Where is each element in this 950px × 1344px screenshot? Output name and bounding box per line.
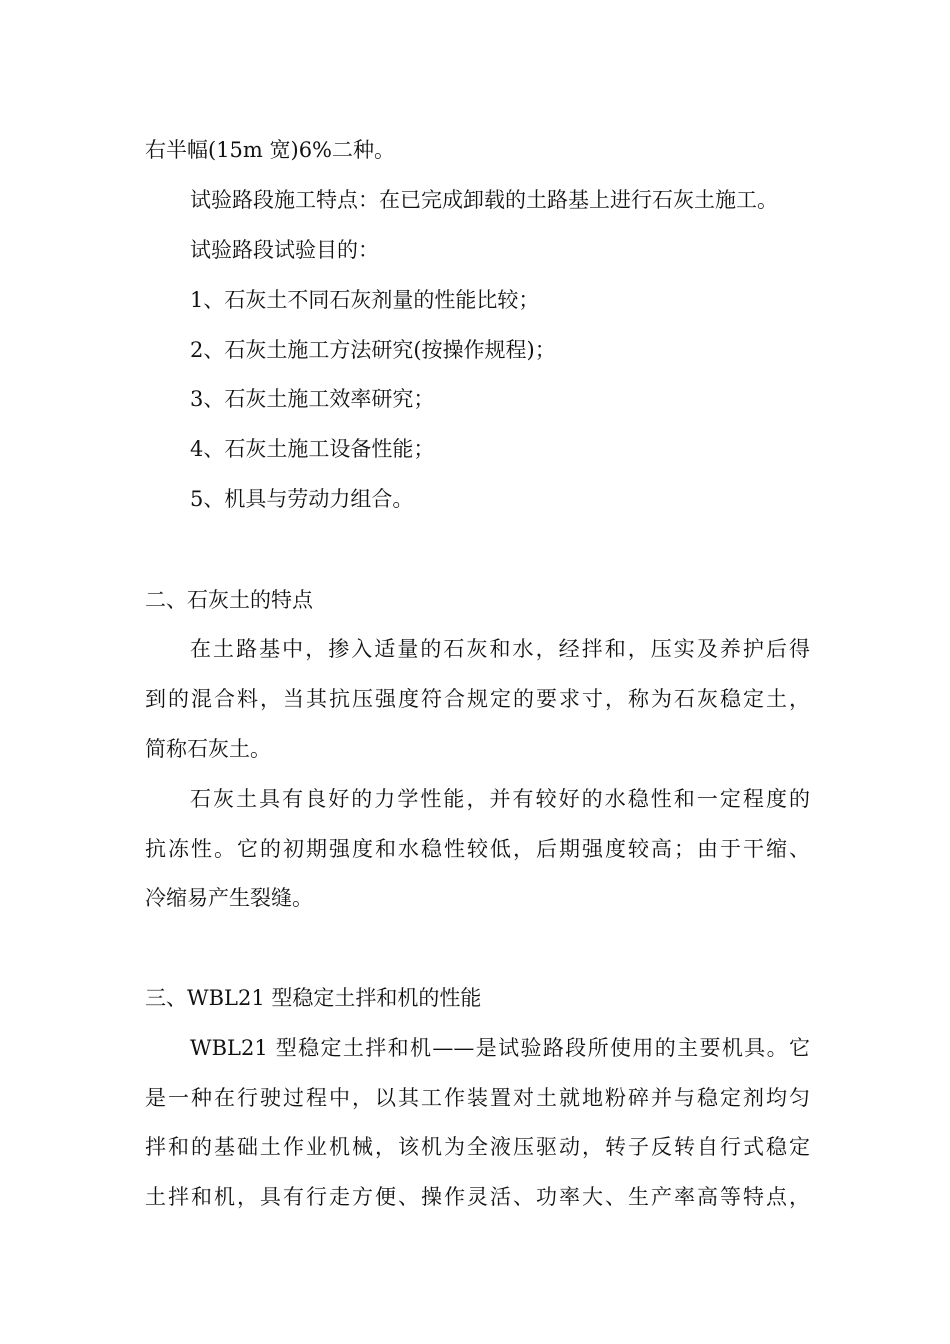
text-line: 试验路段试验目的： xyxy=(190,238,379,262)
text-line: 石灰土具有良好的力学性能，并有较好的水稳性和一定程度的 xyxy=(190,787,810,811)
text-line: 土拌和机，具有行走方便、操作灵活、功率大、生产率高等特点， xyxy=(145,1185,810,1209)
text-line: 是一种在行驶过程中，以其工作装置对土就地粉碎并与稳定剂均匀 xyxy=(145,1086,810,1110)
list-item: 2、石灰土施工方法研究(按操作规程)； xyxy=(190,338,556,362)
text-line: 简称石灰土。 xyxy=(145,737,271,761)
text-line: 右半幅(15m 宽)6%二种。 xyxy=(145,138,396,162)
list-item: 5、机具与劳动力组合。 xyxy=(190,487,414,511)
list-item: 1、石灰土不同石灰剂量的性能比较； xyxy=(190,288,540,312)
section-heading: 三、WBL21 型稳定土拌和机的性能 xyxy=(145,986,482,1010)
list-item: 3、石灰土施工效率研究； xyxy=(190,387,435,411)
text-line: 拌和的基础土作业机械，该机为全液压驱动，转子反转自行式稳定 xyxy=(145,1135,810,1159)
text-line: 抗冻性。它的初期强度和水稳性较低，后期强度较高；由于干缩、 xyxy=(145,837,810,861)
section-heading: 二、石灰土的特点 xyxy=(145,588,313,612)
text-line: 到的混合料，当其抗压强度符合规定的要求寸，称为石灰稳定土， xyxy=(145,687,810,711)
text-line: 试验路段施工特点：在已完成卸载的土路基上进行石灰土施工。 xyxy=(190,188,778,212)
list-item: 4、石灰土施工设备性能； xyxy=(190,437,435,461)
text-line: 冷缩易产生裂缝。 xyxy=(145,886,313,910)
text-line: WBL21 型稳定土拌和机——是试验路段所使用的主要机具。它 xyxy=(190,1036,810,1060)
text-line: 在土路基中，掺入适量的石灰和水，经拌和，压实及养护后得 xyxy=(190,637,810,661)
